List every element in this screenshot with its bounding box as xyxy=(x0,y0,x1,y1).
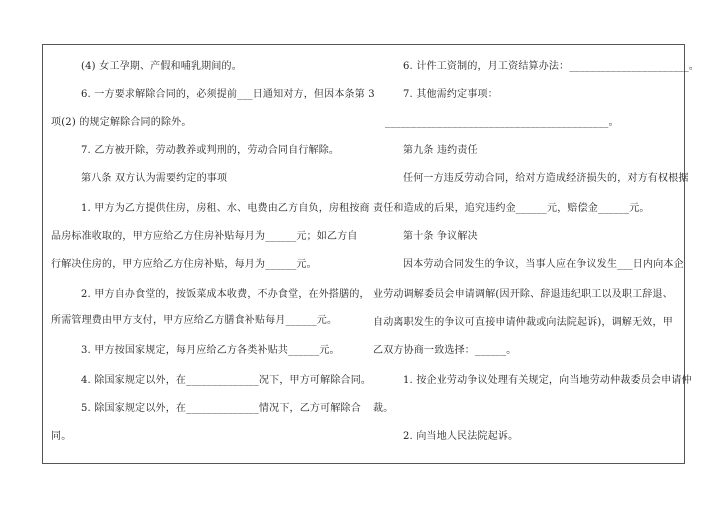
text-line: 裁。 xyxy=(373,403,394,414)
text-line: 5. 除国家规定以外，在______________情况下，乙方可解除合 xyxy=(81,403,361,414)
section-heading: 第十条 争议解决 xyxy=(403,231,478,242)
text-line: 6. 计件工资制的，月工资结算办法：_______________________。 xyxy=(403,61,700,72)
text-line: (4) 女工孕期、产假和哺乳期间的。 xyxy=(81,61,242,72)
text-line: 所需管理费由甲方支付，甲方应给乙方膳食补贴每月______元。 xyxy=(51,315,338,326)
text-line: 业劳动调解委员会申请调解(因开除、辞退违纪职工以及职工辞退、 xyxy=(373,289,673,300)
text-line: 项(2) 的规定解除合同的除外。 xyxy=(51,117,192,128)
contract-page-frame xyxy=(42,44,700,464)
section-heading: 第八条 双方认为需要约定的事项 xyxy=(81,173,228,184)
text-line: 1. 按企业劳动争议处理有关规定，向当地劳动仲裁委员会申请仲 xyxy=(403,375,692,386)
text-line: 品房标准收取的，甲方应给乙方住房补贴每月为______元；如乙方自 xyxy=(51,231,358,242)
text-line: 任何一方违反劳动合同，给对方造成经济损失的，对方有权根据 xyxy=(403,173,689,184)
text-line: 1. 甲方为乙方提供住房，房租、水、电费由乙方自负，房租按商 xyxy=(81,203,370,214)
text-line: 6. 一方要求解除合同的，必须提前___日通知对方，但因本条第 3 xyxy=(81,89,375,100)
text-line: 3. 甲方按国家规定，每月应给乙方各类补贴共______元。 xyxy=(81,345,340,356)
section-heading: 第九条 违约责任 xyxy=(403,145,478,156)
text-line: 7. 乙方被开除，劳动教养或判刑的，劳动合同自行解除。 xyxy=(81,145,340,156)
text-line: 4. 除国家规定以外，在______________况下，甲方可解除合同。 xyxy=(81,375,372,386)
text-line: 责任和造成的后果，追究违约金______元，赔偿金______元。 xyxy=(373,203,650,214)
text-line: 2. 向当地人民法院起诉。 xyxy=(403,431,519,442)
text-line: 同。 xyxy=(51,431,72,442)
text-line: 行解决住房的，甲方应给乙方住房补贴，每月为______元。 xyxy=(51,259,317,270)
text-line: 7. 其他需约定事项： xyxy=(403,89,498,100)
text-line: ___________________________________________。 xyxy=(385,117,619,128)
text-line: 自动离职发生的争议可直接申请仲裁或向法院起诉)，调解无效，甲 xyxy=(373,317,673,328)
text-line: 乙双方协商一致选择：______。 xyxy=(373,345,517,356)
text-line: 2. 甲方自办食堂的，按饭菜成本收费，不办食堂，在外搭膳的， xyxy=(81,289,370,300)
text-line: 因本劳动合同发生的争议，当事人应在争议发生___日内向本企 xyxy=(403,259,684,270)
